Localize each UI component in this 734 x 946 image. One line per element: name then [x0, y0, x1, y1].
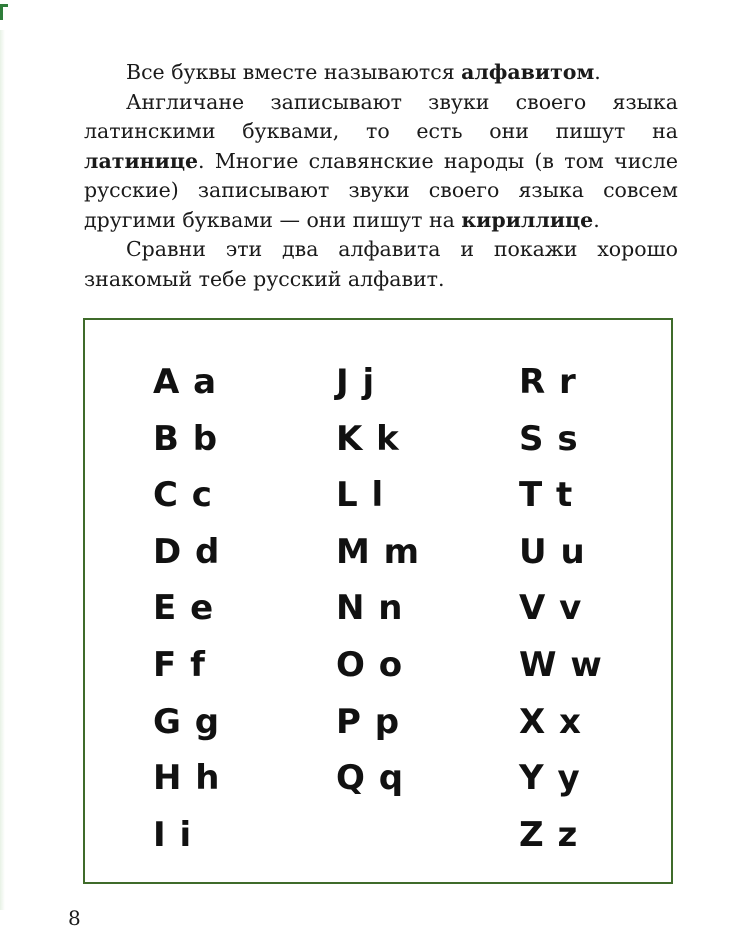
- letter-pair: K k: [336, 418, 400, 459]
- letter-pair: V v: [519, 588, 583, 629]
- text-span: .: [593, 207, 600, 232]
- page-number: 8: [68, 906, 81, 930]
- letter-pair: A a: [153, 362, 218, 402]
- term-alphabet: алфавитом: [461, 60, 595, 84]
- term-cyrillic: кириллице: [461, 207, 594, 232]
- letter-pair: D d: [153, 531, 221, 572]
- letter-pair: N n: [336, 588, 404, 629]
- letter-pair: I i: [153, 814, 193, 855]
- letter-pair: F f: [153, 644, 206, 685]
- alphabet-column-2: [336, 354, 420, 807]
- latin-alphabet-box: [83, 318, 673, 884]
- alphabet-column-1: [153, 354, 221, 863]
- letter-pair: X x: [519, 701, 582, 742]
- letter-pair: C c: [153, 475, 213, 516]
- text-span: . Многие славянские народы (в том числе русские) записывают звуки своего языка совсем другими буквами — они пишут на: [84, 148, 678, 232]
- letter-pair: U u: [519, 531, 586, 572]
- letter-pair: R r: [519, 362, 577, 402]
- corner-mark: [0, 4, 8, 20]
- term-latin: латинице: [84, 148, 199, 173]
- letter-pair: P p: [336, 701, 401, 742]
- text-span: Англичане записывают звуки своего языка латинскими буквами, то есть они пишут на: [84, 89, 678, 143]
- letter-pair: S s: [519, 418, 579, 459]
- text-span: Все буквы вместе называются: [126, 60, 462, 84]
- letter-pair: O o: [336, 644, 404, 685]
- paragraph-alphabet: [84, 58, 678, 88]
- letter-pair: B b: [153, 418, 219, 459]
- text-span: .: [594, 60, 601, 84]
- letter-pair: Q q: [336, 758, 405, 799]
- letter-pair: T t: [519, 475, 574, 516]
- intro-text: [84, 58, 678, 294]
- letter-pair: W w: [519, 644, 603, 685]
- letter-pair: M m: [336, 531, 421, 572]
- paragraph-scripts: [84, 88, 678, 236]
- letter-pair: G g: [153, 701, 221, 742]
- paragraph-task: Сравни эти два алфавита и покажи хорошо знакомый тебе русский алфавит.: [84, 237, 678, 291]
- page-edge: [0, 30, 5, 910]
- letter-pair: J j: [336, 362, 376, 402]
- letter-pair: Z z: [519, 814, 579, 855]
- letter-pair: H h: [153, 758, 221, 799]
- letter-pair: E e: [153, 588, 215, 629]
- alphabet-column-3: [519, 354, 603, 863]
- letter-pair: Y y: [519, 758, 581, 799]
- letter-pair: L l: [336, 475, 385, 516]
